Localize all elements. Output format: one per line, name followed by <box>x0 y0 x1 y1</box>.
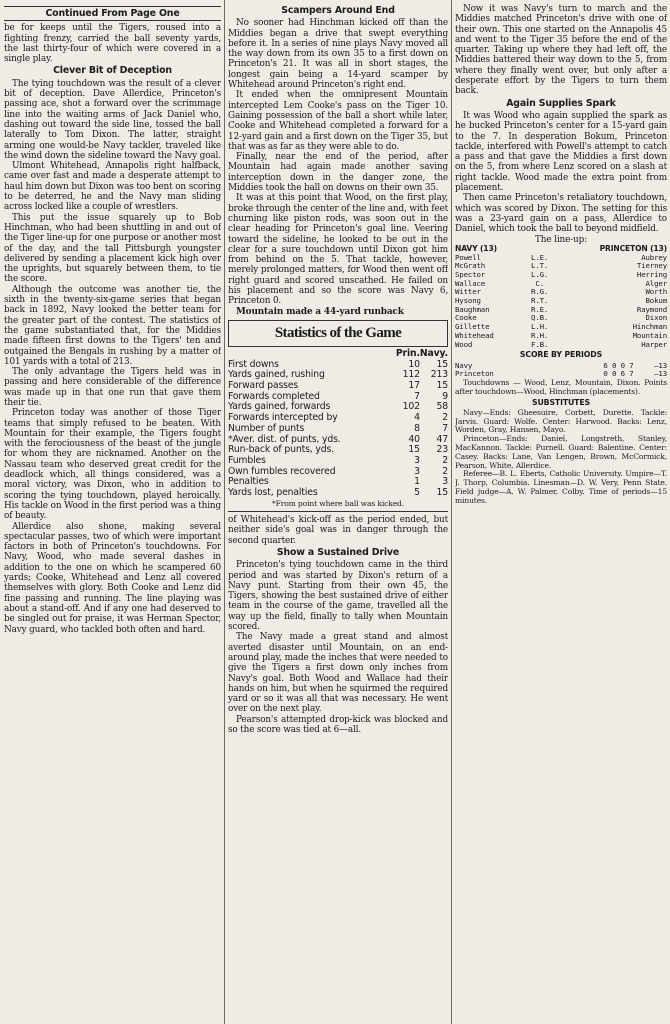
stats-col-head: Navy. <box>419 347 448 359</box>
stats-label: Forward passes <box>228 380 299 392</box>
lineup-row <box>455 332 667 341</box>
stats-table <box>228 349 448 499</box>
lineup-prin: Worth <box>645 288 667 297</box>
lineup-row <box>455 271 667 280</box>
lineup-prin: Herring <box>636 270 667 279</box>
stats-navy: 15 <box>436 380 448 392</box>
lineup-navy: McGrath <box>455 262 486 271</box>
stats-label: Yards gained, forwards <box>228 401 331 413</box>
stats-label: *Aver. dist. of punts, yds. <box>228 433 341 445</box>
stats-row <box>228 488 448 499</box>
paragraph: be for keeps until the Tigers, roused into a fighting frenzy, carried the ball seventy yards, the last thirty-four of which were covered in a single play. <box>4 23 221 65</box>
stats-label: Number of punts <box>228 422 305 434</box>
substitutes-navy: Navy—Ends: Gheesuire, Corbett, Durette. Tackle: Jarvis. Guard: Wolfe. Center: Harwood. Backs: Lenz, Worden, Gray, Hansen, Mayo. <box>455 407 667 435</box>
paragraph: No sooner had Hinchman kicked off than the Middies began a drive that swept everything before it. In a series of nine plays Navy moved all the way down from its own 35 to a first down on Princeton's 21. It was all in short stages, the longest gain being a 14-yard scamper by Whitehead around Princeton's right end. <box>228 18 448 91</box>
stats-prin: 3 <box>414 465 420 477</box>
paragraph: Ulmont Whitehead, Annapolis right halfback, came over fast and made a desperate attempt to haul him down but Dixon was too bent on scoring to be deterred, he and the Navy man sliding across locked like a couple of wrestlers. <box>4 161 221 213</box>
stats-prin: 17 <box>408 380 420 392</box>
stats-col-head: Prin. <box>395 347 420 359</box>
lineup-pos: L.T. <box>531 262 549 271</box>
lineup-pos: R.H. <box>531 331 549 340</box>
lineup-pos: R.G. <box>531 288 549 297</box>
periods-total: —13 <box>654 361 667 370</box>
stats-label: Run-back of punts, yds. <box>228 444 334 456</box>
paragraph: It was Wood who again supplied the spark as he bucked Princeton's center for a 15-yard gain to the 7. In desperation Bokum, Princeton tackle, interfered with Powell's attempt to catch a pass and that gave the Middies a first down on the 5, from where Lenz scored on a slash at right tackle. Wood made the extra point from placement. <box>455 110 667 194</box>
lineup-prin: Tierney <box>636 262 667 271</box>
stats-prin: 5 <box>414 487 420 499</box>
lineup-pos: R.T. <box>531 297 549 306</box>
paragraph: Princeton today was another of those Tiger teams that simply refused to be beaten. With Mountain for their example, the Tigers fought with the ferociousness of the beast of the jungle for whom they are nicknamed. Another on the Nassau team who deserved great credit for the deadlock which, all things considered, was a moral victory, was Dixon, who in addition to scoring the tying touchdown, played heroically. His tackle on Wood in the first period was a thing of beauty. <box>4 408 221 522</box>
paragraph: Now it was Navy's turn to march and the Middies matched Princeton's drive with one of their own. This one started on the Annapolis 45 and went to the Tiger 35 before the end of the quarter. Taking up where they had left off, the Middies battered their way down to the 5, from where they finally went over, but only after a desperate effort by the Tigers to turn them back. <box>455 4 667 97</box>
paragraph: Allerdice also shone, making several spectacular passes, two of which were important factors in both of Princeton's touchdowns. For Navy, Wood, who made several dashes in addition to the one on which he scampered 60 yards; Cooke, Whitehead and Lenz all covered themselves with glory. Both Cooke and Lenz did fine passing and running. The line playing was about a stand-off. And if any one had deserved to be singled out for praise, it was Herman Spector, Navy guard, who tackled both often and hard. <box>4 521 221 635</box>
stats-prin: 7 <box>414 390 420 402</box>
paragraph: It ended when the omnipresent Mountain intercepted Lem Cooke's pass on the Tiger 10. Gaining possession of the ball a short while later, Cooke and Whitehead completed a forward for a 12-yard gain and a first down on the Tiger 35, but that was as far as they were able to do. <box>228 90 448 152</box>
stats-prin: 15 <box>408 444 420 456</box>
periods-team: Navy <box>455 361 473 370</box>
lineup-intro: The line-up: <box>535 234 587 245</box>
lineup-row <box>455 297 667 306</box>
paragraph: Finally, near the end of the period, after Mountain had again made another saving interception down in the danger zone, the Middies took the ball on downs on their own 35. <box>228 152 448 194</box>
lineup-prin: Bokum <box>645 297 667 306</box>
stats-navy: 3 <box>442 476 448 488</box>
stats-prin: 112 <box>402 369 420 381</box>
lineup-row <box>455 262 667 271</box>
subheading: Scampers Around End <box>281 5 395 16</box>
paragraph: The tying touchdown was the result of a clever bit of deception. Dave Allerdice, Princeton's passing ace, shot a forward over the scrimmage line into the waiting arms of Jack Daniel who, dashing out toward the side line, tossed the ball laterally to Tom Dixon. The latter, straight arming one would-be Navy tackler, traveled like the wind down the sideline toward the Navy goal. <box>4 78 221 161</box>
lineup-navy: Powell <box>455 253 481 262</box>
lineup-pos: F.B. <box>531 340 549 349</box>
paragraph: of Whitehead's kick-off as the period ended, but neither side's goal was in danger through the second quarter. <box>228 515 448 546</box>
substitutes-princeton: Princeton—Ends: Daniel, Longstreth, Stanley, MacKannon. Tackle: Purnell. Guard: Balentine. Center: Casey. Backs: Lane, Van Lengen, Brown, McCormick, Pearson, White, Allerdice. <box>455 434 667 470</box>
periods-q: 0 0 6 7 <box>603 370 634 379</box>
lineup-navy: Spector <box>455 270 486 279</box>
lineup-navy: Whitehead <box>455 331 494 340</box>
periods-row <box>455 362 667 371</box>
lineup-navy: Hysong <box>455 297 481 306</box>
stats-label: Forwards intercepted by <box>228 412 338 424</box>
stats-navy: 15 <box>436 487 448 499</box>
lineup-row <box>455 314 667 323</box>
stats-prin: 10 <box>408 358 420 370</box>
stats-prin: 8 <box>414 422 420 434</box>
lineup-row <box>455 341 667 350</box>
lineup-row <box>455 323 667 332</box>
lineup-pos: L.H. <box>531 323 549 332</box>
stats-label: Fumbles <box>228 454 266 466</box>
column-3 <box>455 4 667 1020</box>
stats-label: Own fumbles recovered <box>228 465 336 477</box>
periods-total: —13 <box>654 370 667 379</box>
paragraph: The only advantage the Tigers held was in passing and here considerable of the difference was made up in that one run that gave them their tie. <box>4 367 221 408</box>
stats-title: Statistics of the Game <box>228 320 448 347</box>
stats-navy: 213 <box>430 369 448 381</box>
stats-label: Forwards completed <box>228 390 320 402</box>
lineup-navy: Baughman <box>455 305 490 314</box>
column-2 <box>228 4 448 1020</box>
lineup-prin: Mountain <box>632 331 667 340</box>
stats-prin: 40 <box>408 433 420 445</box>
lineup-row <box>455 280 667 289</box>
paragraph: It was at this point that Wood, on the first play, broke through the center of the line and, with feet churning like piston rods, was soon out in the clear heading for Princeton's goal line. Veering toward the sideline, he looked to be out in the clear for a sure touchdown until Dixon got him from behind on the 5. That tackle, however, merely prolonged matters, for Wood then went off right guard and scored unscathed. He failed on his placement and so the score was Navy 6, Princeton 0. <box>228 193 448 307</box>
lineup-pos: Q.B. <box>531 314 549 323</box>
lineup-row <box>455 288 667 297</box>
stats-label: First downs <box>228 358 279 370</box>
lineup-table <box>455 245 667 349</box>
scoring-summary: Touchdowns — Wood, Lenz, Mountain, Dixon. Points after touchdown—Wood, Hinchman (placements). <box>455 377 667 396</box>
paragraph: This put the issue squarely up to Bob Hinchman, who had been shuttling in and out of the Tiger line-up for one purpose or another most of the day, and the tall Pittsburgh youngster delivered by sending a placement kick high over the uprights, but squarely between them, to tie the score. <box>4 212 221 285</box>
periods-team: Princeton <box>455 370 494 379</box>
stats-navy: 23 <box>436 444 448 456</box>
lineup-prin: Aubrey <box>641 253 667 262</box>
stats-label: Yards gained, rushing <box>228 369 325 381</box>
lineup-pos: R.E. <box>531 305 549 314</box>
periods-title: SCORE BY PERIODS <box>519 350 603 360</box>
stats-navy: 2 <box>442 465 448 477</box>
paragraph: Pearson's attempted drop-kick was blocked and so the score was tied at 6—all. <box>228 714 448 735</box>
stats-navy: 47 <box>436 433 448 445</box>
lineup-navy: Witter <box>455 288 481 297</box>
stats-prin: 1 <box>414 476 420 488</box>
stats-label: Penalties <box>228 476 269 488</box>
periods-table <box>455 362 667 379</box>
stats-row <box>228 424 448 435</box>
stats-navy: 15 <box>436 358 448 370</box>
lineup-pos: C. <box>535 279 544 288</box>
officials: Referee—B. L. Eberts, Catholic University. Umpire—T. J. Thorp, Columbia. Linesman—D. W. Very, Penn State. Field judge—A. W. Palmer, Colby. Time of periods—15 minutes. <box>455 469 667 505</box>
lineup-prin: Hinchman <box>632 323 667 332</box>
paragraph: Mountain made a 44-yard runback <box>236 306 404 317</box>
stats-navy: 2 <box>442 412 448 424</box>
lineup-navy: Gillette <box>455 323 490 332</box>
substitutes-title: SUBSTITUTES <box>532 397 590 407</box>
lineup-navy: Wood <box>455 340 473 349</box>
subheading: Clever Bit of Deception <box>53 65 172 77</box>
lineup-head-princeton: PRINCETON (13) <box>599 243 667 253</box>
lineup-navy: Wallace <box>455 279 486 288</box>
stats-navy: 7 <box>442 422 448 434</box>
paragraph: The Navy made a great stand and almost averted disaster until Mountain, on an end-around play, made the inches that were needed to give the Tigers a first down only inches from Navy's goal. Both Wood and Wallace had their hands on him, but when he squirmed the required yard or so it was all that was necessary. He went over on the next play. <box>228 632 448 715</box>
stats-footnote: *From point where ball was kicked. <box>228 499 448 512</box>
stats-label: Yards lost, penalties <box>228 487 318 499</box>
subheading: Show a Sustained Drive <box>276 546 400 558</box>
lineup-prin: Raymond <box>636 305 667 314</box>
lineup-pos: L.E. <box>531 253 549 262</box>
stats-prin: 3 <box>414 454 420 466</box>
paragraph: Although the outcome was another tie, the sixth in the twenty-six-game series that began back in 1892, Navy looked the better team for the greater part of the contest. The statistics of the game substantiated that, for the Middies made fifteen first downs to the Tigers' ten and outgained the Bengals in rushing by a matter of 101 yards with a total of 213. <box>4 284 221 367</box>
stats-prin: 102 <box>402 401 420 413</box>
column-1 <box>4 4 221 1020</box>
lineup-head-navy: NAVY (13) <box>455 243 497 253</box>
lineup-pos: L.G. <box>531 270 549 279</box>
lineup-prin: Dixon <box>645 314 667 323</box>
lineup-prin: Harper <box>641 340 667 349</box>
column-rule-1 <box>224 0 225 1024</box>
stats-prin: 4 <box>414 412 420 424</box>
lineup-row <box>455 306 667 315</box>
subheading: Again Supplies Spark <box>506 97 616 109</box>
lineup-navy: Cooke <box>455 314 477 323</box>
stats-navy: 2 <box>442 454 448 466</box>
continued-heading: Continued From Page One <box>4 6 221 21</box>
lineup-prin: Alger <box>645 279 667 288</box>
lineup-row <box>455 254 667 263</box>
paragraph: Then came Princeton's retaliatory touchdown, which was scored by Dixon. The setting for this was a 23-yard gain on a pass, Allerdice to Daniel, which took the ball to beyond midfield. <box>455 193 667 235</box>
stats-navy: 58 <box>436 401 448 413</box>
paragraph: Princeton's tying touchdown came in the third period and was started by Dixon's return of a Navy punt. Starting from their own 45, the Tigers, showing the best sustained drive of either team in the course of the game, travelled all the way up the field, finally to tally when Mountain scored. <box>228 560 448 633</box>
periods-q: 6 0 0 7 <box>603 361 634 370</box>
stats-navy: 9 <box>442 390 448 402</box>
column-rule-2 <box>451 0 452 1024</box>
